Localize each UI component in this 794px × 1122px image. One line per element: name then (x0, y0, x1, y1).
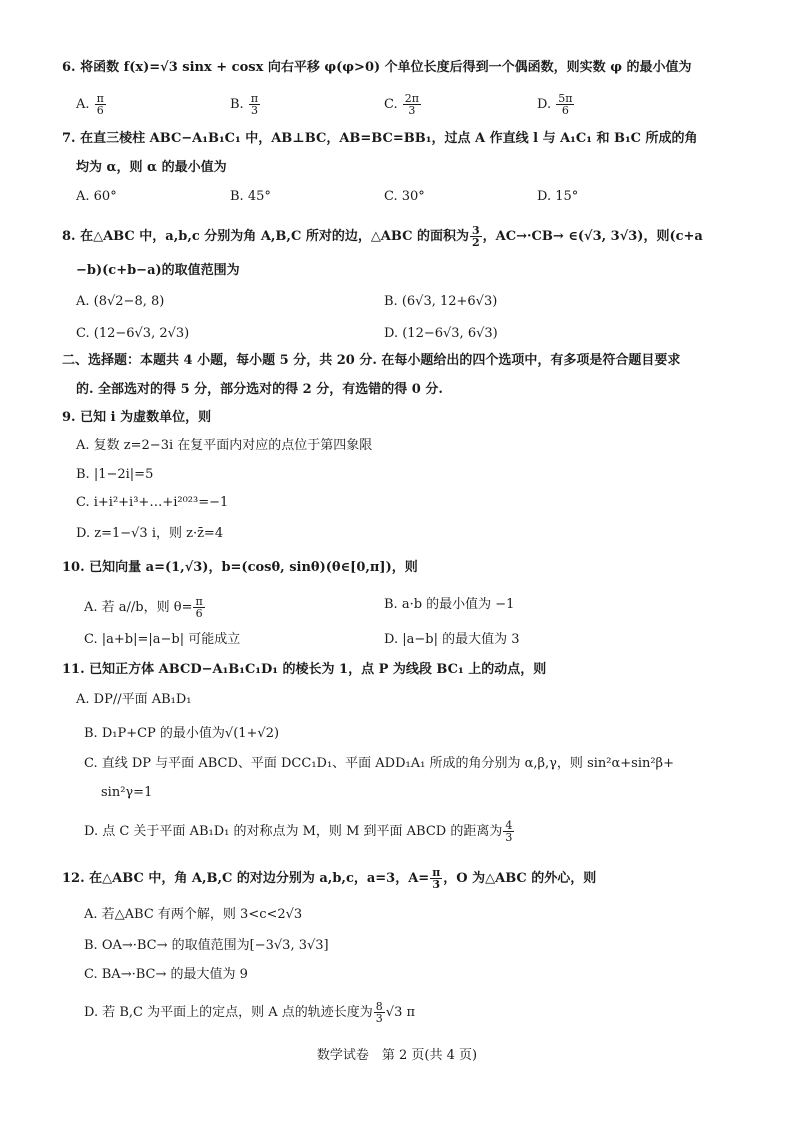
q6-d-num: 5π (558, 92, 573, 105)
q6-option-b (230, 93, 261, 116)
q10-stem: 10. 已知向量 a=(1,√3)，b=(cosθ, sinθ)(θ∈[0,π])，则 (62, 560, 418, 575)
q8-option-c: C. (12−6√3, 2√3) (76, 326, 190, 341)
q12-d-num: 8 (375, 1000, 383, 1013)
q11-option-c-line2: sin²γ=1 (101, 785, 153, 800)
q12-angle-frac (430, 867, 442, 890)
q11-option-a: A. DP//平面 AB₁D₁ (76, 692, 192, 707)
q10-option-d: D. |a−b| 的最大值为 3 (384, 632, 520, 647)
q11-d-den: 3 (505, 831, 513, 844)
q7-option-b: B. 45° (230, 189, 271, 204)
q6-c-num: 2π (404, 92, 419, 105)
q8-area-num: 3 (472, 224, 480, 237)
q12-option-d (84, 1001, 415, 1024)
q10-a-den: 6 (195, 607, 203, 620)
q10-option-c: C. |a+b|=|a−b| 可能成立 (84, 632, 241, 647)
q10-a-prefix: A. 若 a//b，则 θ= (84, 600, 193, 615)
q8-stem-line1 (62, 225, 703, 248)
q12-angle-num: π (432, 866, 441, 879)
q7-stem-line1: 7. 在直三棱柱 ABC−A₁B₁C₁ 中，AB⊥BC，AB=BC=BB₁，过点 A 作直线 l 与 A₁C₁ 和 B₁C 所成的角 (62, 131, 698, 146)
q6-stem: 6. 将函数 f(x)=√3 sinx + cosx 向右平移 φ(φ>0) 个单位长度后得到一个偶函数，则实数 φ 的最小值为 (62, 60, 692, 75)
q11-d-prefix: D. 点 C 关于平面 AB₁D₁ 的对称点为 M，则 M 到平面 ABCD 的距离为 (84, 824, 503, 839)
q9-option-b: B. |1−2i|=5 (76, 467, 154, 482)
q6-a-num: π (96, 92, 104, 105)
q6-option-d (537, 93, 575, 116)
q12-stem-pre: 12. 在△ABC 中，角 A,B,C 的对边分别为 a,b,c，a=3，A= (62, 871, 430, 886)
q6-d-den: 6 (561, 104, 569, 117)
q8-option-a: A. (8√2−8, 8) (76, 294, 165, 309)
q8-area-frac (470, 225, 482, 248)
q10-option-a (84, 596, 206, 619)
q8-stem-post: ，AC→·CB→ ∈(√3, 3√3)，则(c+a (482, 229, 703, 244)
q6-a-prefix: A. (76, 97, 94, 112)
q9-option-a: A. 复数 z=2−3i 在复平面内对应的点位于第四象限 (76, 438, 373, 453)
q12-stem (62, 867, 596, 890)
page-footer: 数学试卷 第 2 页(共 4 页) (316, 1048, 478, 1063)
q11-d-num: 4 (505, 819, 513, 832)
q10-option-b: B. a·b 的最小值为 −1 (384, 597, 515, 612)
q12-option-a: A. 若△ABC 有两个解，则 3<c<2√3 (84, 907, 303, 922)
q11-option-b: B. D₁P+CP 的最小值为√(1+√2) (84, 726, 280, 741)
q7-stem-line2: 均为 α，则 α 的最小值为 (76, 160, 227, 175)
q6-option-a (76, 93, 107, 116)
q12-d-suffix: √3 π (385, 1005, 416, 1020)
q12-stem-post: ，O 为△ABC 的外心，则 (443, 871, 597, 886)
q8-stem-pre: 8. 在△ABC 中，a,b,c 分别为角 A,B,C 所对的边，△ABC 的面积为 (62, 229, 469, 244)
q9-option-d: D. z=1−√3 i，则 z·z̄=4 (76, 526, 224, 541)
q9-stem: 9. 已知 i 为虚数单位，则 (62, 410, 212, 425)
q6-b-num: π (250, 92, 259, 105)
section2-heading-line2: 的. 全部选对的得 5 分，部分选对的得 2 分，有选错的得 0 分. (76, 382, 443, 397)
q8-option-b: B. (6√3, 12+6√3) (384, 294, 498, 309)
q11-stem: 11. 已知正方体 ABCD−A₁B₁C₁D₁ 的棱长为 1，点 P 为线段 BC₁ 上的动点，则 (62, 662, 547, 677)
q12-option-c: C. BA→·BC→ 的最大值为 9 (84, 967, 248, 982)
q8-area-den: 2 (472, 236, 480, 249)
q6-c-den: 3 (408, 104, 416, 117)
q6-b-den: 3 (250, 104, 258, 117)
q9-option-c: C. i+i²+i³+…+i²⁰²³=−1 (76, 495, 229, 510)
q7-option-a: A. 60° (76, 189, 117, 204)
q11-option-c-line1: C. 直线 DP 与平面 ABCD、平面 DCC₁D₁、平面 ADD₁A₁ 所成的角分别为 α,β,γ，则 sin²α+sin²β+ (84, 756, 674, 771)
q6-c-prefix: C. (384, 97, 402, 112)
q8-stem-line2: −b)(c+b−a)的取值范围为 (76, 263, 240, 278)
q6-a-den: 6 (96, 104, 104, 117)
q12-angle-den: 3 (432, 878, 441, 891)
q8-option-d: D. (12−6√3, 6√3) (384, 326, 498, 341)
q10-a-num: π (195, 595, 203, 608)
q6-b-prefix: B. (230, 97, 248, 112)
q6-option-c (384, 93, 422, 116)
q12-option-b: B. OA→·BC→ 的取值范围为[−3√3, 3√3] (84, 938, 329, 953)
q6-d-prefix: D. (537, 97, 556, 112)
q12-d-frac (374, 1001, 385, 1024)
q11-d-frac (503, 820, 514, 843)
q6-a-frac (95, 93, 106, 116)
q6-c-frac (403, 93, 421, 116)
q12-d-prefix: D. 若 B,C 为平面上的定点，则 A 点的轨迹长度为 (84, 1005, 373, 1020)
section2-heading-line1: 二、选择题：本题共 4 小题，每小题 5 分，共 20 分. 在每小题给出的四个选项中，有多项是符合题目要求 (62, 353, 681, 368)
q7-option-d: D. 15° (537, 189, 579, 204)
q10-a-frac (193, 596, 204, 619)
q7-option-c: C. 30° (384, 189, 425, 204)
q12-d-den: 3 (375, 1012, 383, 1025)
q11-option-d (84, 820, 515, 843)
q6-b-frac (249, 93, 260, 116)
q6-d-frac (556, 93, 574, 116)
